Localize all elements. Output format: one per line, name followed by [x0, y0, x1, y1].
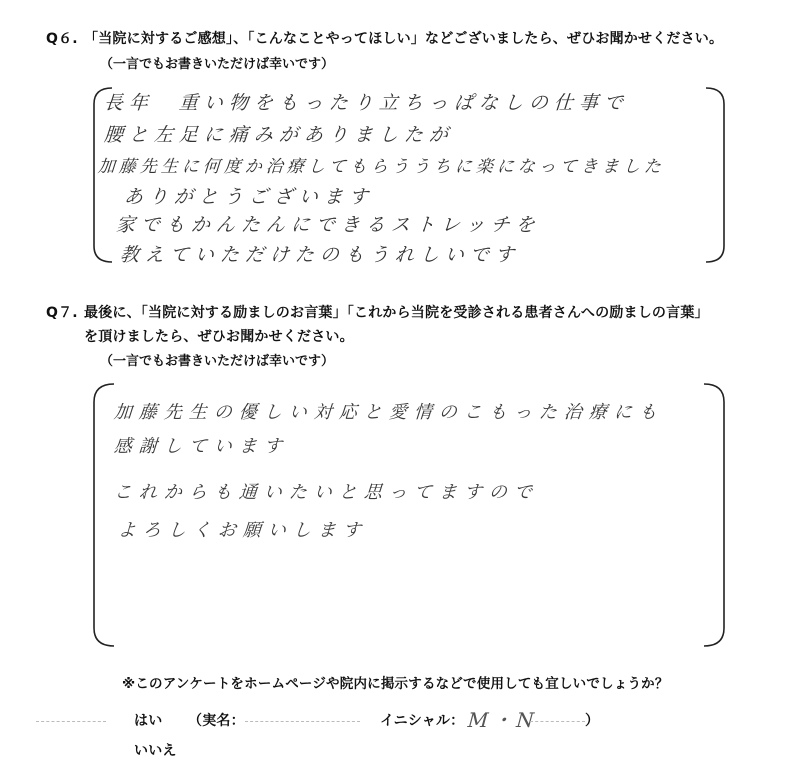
q7-answer-line: 感謝しています — [113, 436, 290, 457]
q7-answer-line: 加藤先生の優しい対応と愛情のこもった治療にも — [113, 402, 665, 423]
close-paren: ） — [585, 713, 600, 729]
initial-value: M・N — [467, 708, 539, 732]
q6-answer-line: 長年 重い物をもったり立ちっぱなしの仕事で — [103, 92, 630, 114]
real-name-label: （実名： — [188, 713, 245, 729]
real-name-line — [245, 721, 360, 722]
q7-question-line1: 最後に、「当院に対する励ましのお言葉」「これから当院を受診される患者さんへの励ましの言葉」 — [84, 305, 709, 321]
q7-label: Q７. — [46, 305, 78, 321]
q6-answer-line: 教えていただけたのもうれしいです — [119, 244, 521, 266]
q7-note: （一言でもお書きいただけば幸いです） — [100, 354, 335, 369]
initial-line — [530, 721, 585, 722]
q6-label: Q６. — [46, 31, 78, 47]
consent-no-option[interactable]: いいえ — [134, 743, 177, 759]
consent-yes-option[interactable]: はい — [134, 713, 163, 729]
q7-answer-line: よろしくお願いします — [117, 520, 369, 541]
initial-label: イニシャル： — [380, 713, 465, 729]
q7-question-line2: を頂けましたら、ぜひお聞かせください。 — [84, 329, 354, 345]
q6-answer-line: 腰と左足に痛みがありましたが — [103, 124, 455, 146]
q6-answer-line: 家でもかんたんにできるストレッチを — [115, 214, 542, 236]
q7-answer-line: これからも通いたいと思ってますので — [113, 482, 540, 503]
q6-answer-line: ありがとうございます — [123, 186, 375, 208]
q6-question: 「当院に対するご感想」、「こんなことやってほしい」などございましたら、ぜひお聞かせください。 — [84, 31, 724, 47]
consent-question: ※このアンケートをホームページや院内に掲示するなどで使用しても宜しいでしょうか？ — [122, 676, 669, 692]
q6-note: （一言でもお書きいただけば幸いです） — [100, 57, 335, 72]
divider — [36, 721, 106, 722]
q6-answer-line: 加藤先生に何度か治療してもらううちに楽になってきました — [97, 157, 666, 177]
